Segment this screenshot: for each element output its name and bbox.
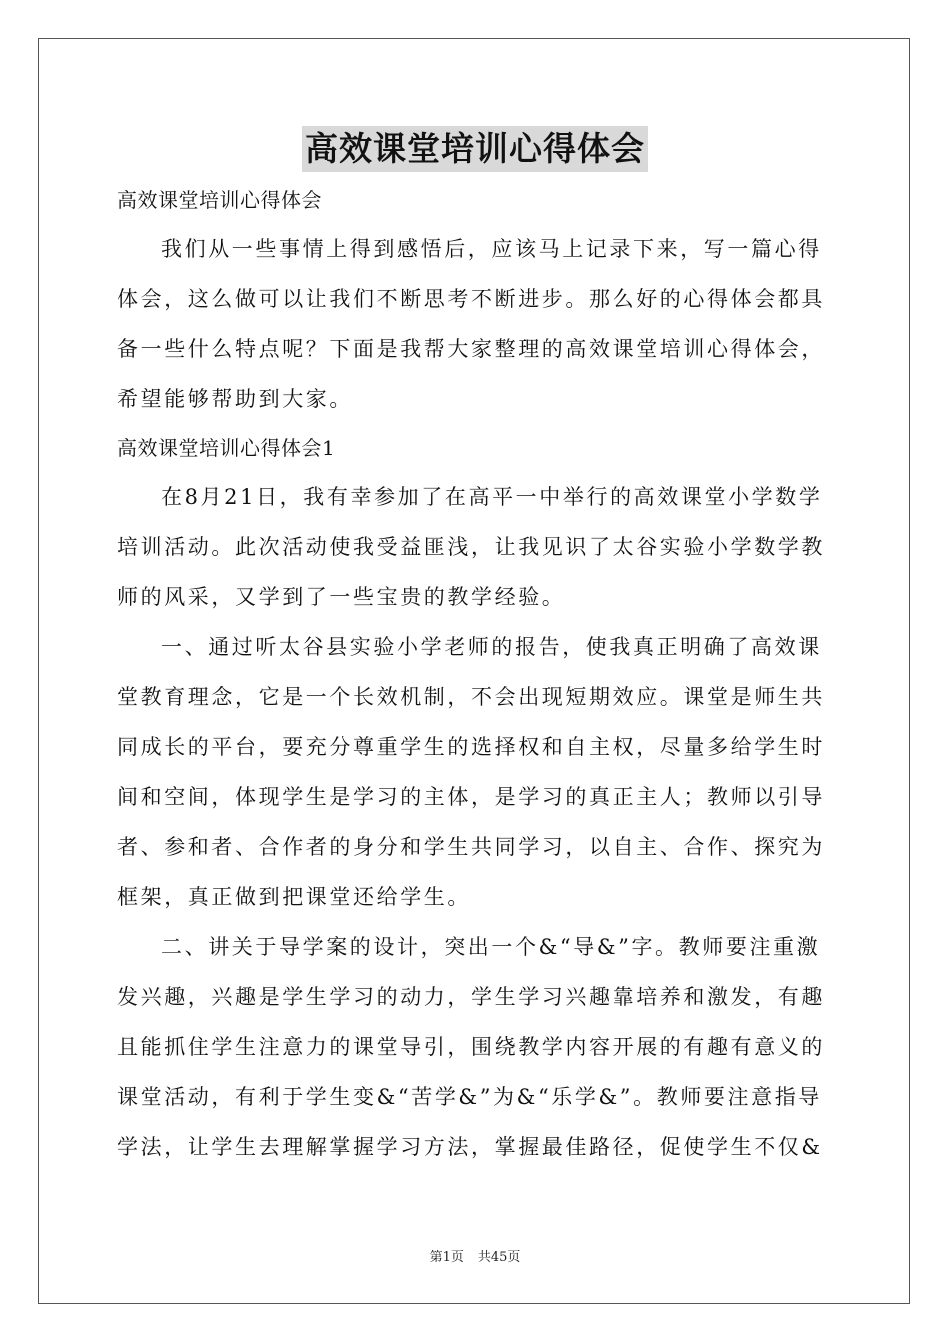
page-total: 共45页 [477, 1250, 521, 1265]
body-paragraph-2: 一、通过听太谷县实验小学老师的报告，使我真正明确了高效课堂教育理念，它是一个长效机制，不会出现短期效应。课堂是师生共同成长的平台，要充分尊重学生的选择权和自主权，尽量多给学生时间和空间，体现学生是学习的主体，是学习的真正主人；教师以引导者、参和者、合作者的身分和学生共同学习，以自主、合作、探究为框架，真正做到把课堂还给学生。 [117, 635, 825, 909]
section-heading: 高效课堂培训心得体会1 [117, 436, 336, 460]
intro-paragraph: 我们从一些事情上得到感悟后，应该马上记录下来，写一篇心得体会，这么做可以让我们不断思考不断进步。那么好的心得体会都具备一些什么特点呢？下面是我帮大家整理的高效课堂培训心得体会，希望能够帮助到大家。 [117, 237, 825, 411]
body-paragraph-1: 在8月21日，我有幸参加了在高平一中举行的高效课堂小学数学培训活动。此次活动使我受益匪浅，让我见识了太谷实验小学数学教师的风采，又学到了一些宝贵的教学经验。 [117, 485, 825, 609]
page-number: 第1页 [429, 1250, 464, 1265]
document-subtitle: 高效课堂培训心得体会 [117, 188, 322, 212]
document-title-text: 高效课堂培训心得体会 [302, 126, 648, 172]
page-footer [0, 1246, 950, 1265]
body-paragraph-3: 二、讲关于导学案的设计，突出一个&“导&”字。教师要注重激发兴趣，兴趣是学生学习的动力，学生学习兴趣靠培养和激发，有趣且能抓住学生注意力的课堂导引，围绕教学内容开展的有趣有意义的课堂活动，有利于学生变&“苦学&”为&“乐学&”。教师要注意指导学法，让学生去理解掌握学习方法，掌握最佳路径，促使学生不仅& [117, 935, 825, 1159]
document-body [117, 176, 833, 1172]
document-title [0, 126, 950, 172]
